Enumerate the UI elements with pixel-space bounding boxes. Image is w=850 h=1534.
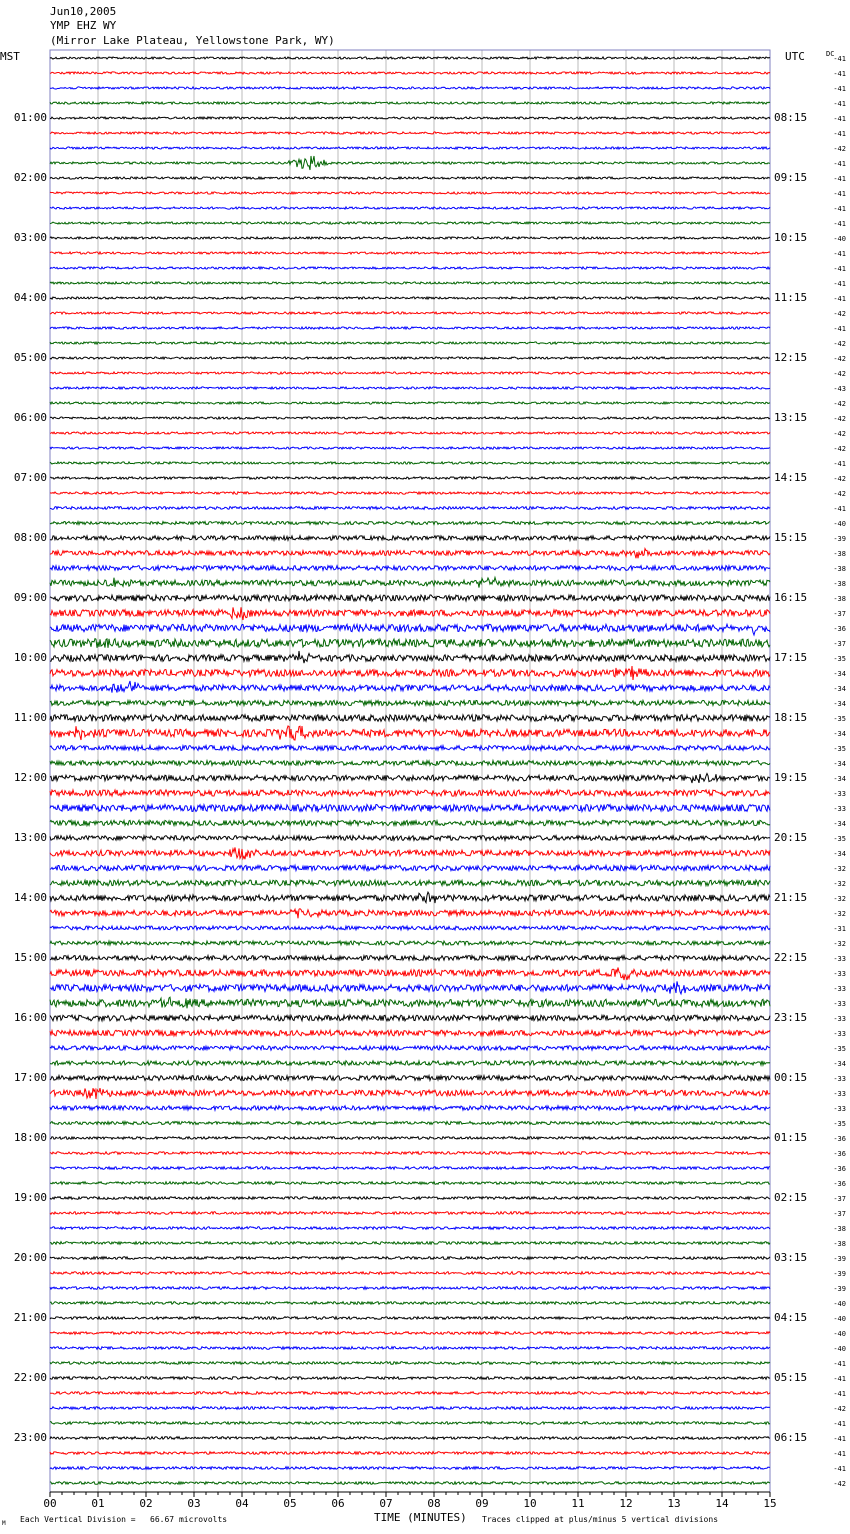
seismic-trace-row (50, 536, 770, 540)
seismic-trace-row (50, 1227, 770, 1230)
dc-offset-value: -34 (833, 670, 846, 678)
x-tick-label: 03 (187, 1497, 201, 1510)
dc-offset-value: -31 (833, 925, 846, 933)
seismic-trace-row (50, 1030, 770, 1036)
utc-hour-label: 09:15 (774, 171, 808, 184)
dc-offset-value: -35 (833, 1120, 846, 1128)
seismic-trace-row (50, 865, 770, 870)
dc-offset-value: -36 (833, 1150, 846, 1158)
left-timezone-label: MST (0, 50, 20, 63)
seismic-trace-row (50, 607, 770, 620)
x-tick-label: 11 (571, 1497, 585, 1510)
dc-offset-value: -42 (833, 355, 846, 363)
mst-hour-label: 13:00 (13, 831, 47, 844)
mst-hour-label: 01:00 (13, 111, 47, 124)
utc-hour-label: 19:15 (774, 771, 808, 784)
utc-hour-label: 13:15 (774, 411, 808, 424)
dc-offset-value: -39 (833, 1255, 846, 1263)
seismic-trace-row (50, 681, 770, 693)
dc-offset-value: -41 (833, 1435, 846, 1443)
dc-offset-value: -39 (833, 1285, 846, 1293)
dc-offset-value: -42 (833, 475, 846, 483)
dc-offset-value: -41 (833, 295, 846, 303)
mst-hour-label: 07:00 (13, 471, 47, 484)
mst-hour-label: 09:00 (13, 591, 47, 604)
dc-offset-value: -32 (833, 895, 846, 903)
utc-hour-label: 00:15 (774, 1071, 808, 1084)
seismic-trace-row (50, 402, 770, 404)
dc-offset-value: -33 (833, 1105, 846, 1113)
seismic-trace-row (50, 282, 770, 284)
seismic-trace-row (50, 147, 770, 149)
dc-offset-value: -33 (833, 790, 846, 798)
dc-offset-value: -41 (833, 265, 846, 273)
seismic-trace-row (50, 892, 770, 903)
mst-hour-label: 03:00 (13, 231, 47, 244)
title-date: Jun10,2005 (50, 5, 117, 18)
dc-offset-value: -42 (833, 490, 846, 498)
x-tick-label: 02 (139, 1497, 153, 1510)
seismic-trace-row (50, 981, 770, 994)
utc-hour-label: 05:15 (774, 1371, 808, 1384)
dc-offset-value: -35 (833, 835, 846, 843)
seismic-trace-row (50, 156, 770, 170)
seismic-trace-row (50, 507, 770, 510)
seismic-trace-row (50, 1377, 770, 1380)
dc-offset-value: -38 (833, 1225, 846, 1233)
dc-offset-value: -41 (833, 130, 846, 138)
dc-offset-value: -32 (833, 910, 846, 918)
dc-offset-value: -41 (833, 70, 846, 78)
dc-offset-value: -32 (833, 940, 846, 948)
dc-offset-value: -32 (833, 880, 846, 888)
x-tick-label: 01 (91, 1497, 105, 1510)
seismic-trace-row (50, 342, 770, 344)
mst-hour-label: 11:00 (13, 711, 47, 724)
seismic-trace-row (50, 639, 770, 648)
dc-offset-value: -33 (833, 985, 846, 993)
x-tick-label: 06 (331, 1497, 345, 1510)
seismic-trace-row (50, 805, 770, 812)
dc-offset-value: -41 (833, 220, 846, 228)
plot-frame (50, 50, 770, 1492)
dc-offset-value: -40 (833, 1300, 846, 1308)
dc-offset-value: -40 (833, 520, 846, 528)
dc-offset-value: -36 (833, 625, 846, 633)
x-tick-label: 07 (379, 1497, 393, 1510)
seismic-trace-row (50, 820, 770, 825)
seismic-trace-row (50, 726, 770, 740)
dc-offset-value: -40 (833, 1330, 846, 1338)
right-timezone-label: UTC (785, 50, 805, 63)
mst-hour-label: 15:00 (13, 951, 47, 964)
mst-hour-label: 17:00 (13, 1071, 47, 1084)
seismic-trace-row (50, 1392, 770, 1395)
seismic-trace-row (50, 207, 770, 209)
x-tick-label: 15 (763, 1497, 777, 1510)
seismic-trace-row (50, 1407, 770, 1410)
mst-hour-label: 02:00 (13, 171, 47, 184)
mst-hour-label: 21:00 (13, 1311, 47, 1324)
seismic-trace-row (50, 790, 770, 796)
dc-offset-value: -36 (833, 1135, 846, 1143)
dc-offset-value: -40 (833, 1345, 846, 1353)
dc-offset-value: -41 (833, 505, 846, 513)
seismic-trace-row (50, 102, 770, 104)
dc-offset-value: -42 (833, 430, 846, 438)
seismic-trace-row (50, 1015, 770, 1021)
footer-mark: M (2, 1520, 6, 1527)
dc-offset-value: -39 (833, 1270, 846, 1278)
seismic-trace-row (50, 941, 770, 945)
mst-hour-label: 19:00 (13, 1191, 47, 1204)
mst-hour-label: 12:00 (13, 771, 47, 784)
seismic-trace-row (50, 57, 770, 59)
seismic-trace-row (50, 132, 770, 134)
x-tick-label: 08 (427, 1497, 441, 1510)
dc-offset-value: -37 (833, 610, 846, 618)
seismic-trace-row (50, 522, 770, 525)
dc-offset-value: -40 (833, 1315, 846, 1323)
seismic-trace-row (50, 222, 770, 224)
dc-offset-value: -34 (833, 700, 846, 708)
dc-offset-value: -41 (833, 85, 846, 93)
seismic-trace-row (50, 372, 770, 374)
dc-offset-value: -38 (833, 595, 846, 603)
utc-hour-label: 20:15 (774, 831, 808, 844)
seismic-trace-row (50, 1452, 770, 1455)
utc-hour-label: 18:15 (774, 711, 808, 724)
dc-offset-value: -41 (833, 1390, 846, 1398)
utc-hour-label: 02:15 (774, 1191, 808, 1204)
utc-hour-label: 03:15 (774, 1251, 808, 1264)
dc-offset-value: -41 (833, 55, 846, 63)
x-tick-label: 05 (283, 1497, 297, 1510)
mst-hour-label: 14:00 (13, 891, 47, 904)
seismic-trace-row (50, 387, 770, 389)
dc-offset-value: -33 (833, 1015, 846, 1023)
dc-offset-value: -41 (833, 1375, 846, 1383)
dc-offset-value: -36 (833, 1180, 846, 1188)
utc-hour-label: 04:15 (774, 1311, 808, 1324)
scale-note: Each Vertical Division = 66.67 microvolts (20, 1515, 228, 1524)
utc-hour-label: 11:15 (774, 291, 808, 304)
x-tick-label: 13 (667, 1497, 681, 1510)
dc-offset-value: -41 (833, 160, 846, 168)
dc-offset-value: -33 (833, 955, 846, 963)
seismic-trace-row (50, 1076, 770, 1081)
dc-offset-value: -41 (833, 175, 846, 183)
seismic-trace-row (50, 1197, 770, 1200)
dc-offset-value: -41 (833, 325, 846, 333)
seismic-trace-row (50, 1122, 770, 1125)
seismic-trace-row (50, 566, 770, 571)
seismic-trace-row (50, 417, 770, 419)
dc-offset-value: -41 (833, 1465, 846, 1473)
x-tick-label: 12 (619, 1497, 633, 1510)
seismic-trace-row (50, 578, 770, 588)
dc-offset-value: -41 (833, 280, 846, 288)
clip-note: Traces clipped at plus/minus 5 vertical divisions (482, 1515, 719, 1524)
seismic-trace-row (50, 1317, 770, 1320)
mst-hour-label: 18:00 (13, 1131, 47, 1144)
seismic-trace-row (50, 1287, 770, 1290)
seismic-trace-row (50, 477, 770, 479)
dc-offset-value: -41 (833, 205, 846, 213)
utc-hour-label: 01:15 (774, 1131, 808, 1144)
dc-offset-value: -33 (833, 970, 846, 978)
dc-offset-value: -42 (833, 340, 846, 348)
x-tick-label: 09 (475, 1497, 489, 1510)
mst-hour-label: 16:00 (13, 1011, 47, 1024)
dc-offset-value: -42 (833, 445, 846, 453)
mst-hour-label: 08:00 (13, 531, 47, 544)
seismic-trace-row (50, 72, 770, 74)
seismic-trace-row (50, 237, 770, 239)
seismic-trace-row (50, 357, 770, 359)
dc-offset-value: -41 (833, 115, 846, 123)
seismic-trace-row (50, 1437, 770, 1440)
dc-offset-value: -42 (833, 400, 846, 408)
utc-hour-label: 10:15 (774, 231, 808, 244)
seismic-trace-row (50, 252, 770, 254)
dc-offset-value: -32 (833, 865, 846, 873)
seismic-trace-row (50, 997, 770, 1008)
dc-offset-value: -38 (833, 550, 846, 558)
seismic-trace-row (50, 327, 770, 329)
dc-offset-value: -34 (833, 1060, 846, 1068)
seismic-trace-row (50, 87, 770, 89)
seismic-trace-row (50, 1482, 770, 1485)
seismic-trace-row (50, 761, 770, 766)
seismic-trace-row (50, 595, 770, 601)
seismic-trace-row (50, 1362, 770, 1365)
dc-offset-value: -34 (833, 775, 846, 783)
mst-hour-label: 06:00 (13, 411, 47, 424)
mst-hour-label: 04:00 (13, 291, 47, 304)
dc-offset-value: -38 (833, 1240, 846, 1248)
x-tick-label: 04 (235, 1497, 249, 1510)
seismic-trace-row (50, 1347, 770, 1350)
seismic-trace-row (50, 1302, 770, 1305)
seismic-trace-row (50, 267, 770, 269)
utc-hour-label: 21:15 (774, 891, 808, 904)
seismic-trace-row (50, 715, 770, 722)
utc-hour-label: 14:15 (774, 471, 808, 484)
seismic-trace-row (50, 1106, 770, 1110)
seismic-trace-row (50, 880, 770, 886)
dc-offset-value: -33 (833, 1000, 846, 1008)
dc-offset-value: -38 (833, 580, 846, 588)
utc-hour-label: 22:15 (774, 951, 808, 964)
seismic-trace-row (50, 192, 770, 194)
seismic-trace-row (50, 847, 770, 859)
utc-hour-label: 23:15 (774, 1011, 808, 1024)
title-location: (Mirror Lake Plateau, Yellowstone Park, WY) (50, 34, 335, 47)
mst-hour-label: 10:00 (13, 651, 47, 664)
dc-offset-value: -35 (833, 1045, 846, 1053)
dc-offset-value: -35 (833, 745, 846, 753)
seismic-trace-row (50, 1046, 770, 1050)
utc-hour-label: 16:15 (774, 591, 808, 604)
dc-offset-value: -34 (833, 850, 846, 858)
dc-offset-value: -41 (833, 1450, 846, 1458)
mst-hour-label: 22:00 (13, 1371, 47, 1384)
dc-offset-value: -41 (833, 190, 846, 198)
dc-offset-value: -36 (833, 1165, 846, 1173)
dc-offset-value: -41 (833, 250, 846, 258)
dc-offset-value: -42 (833, 370, 846, 378)
seismic-trace-row (50, 624, 770, 635)
dc-offset-value: -33 (833, 1030, 846, 1038)
utc-hour-label: 17:15 (774, 651, 808, 664)
x-axis-title: TIME (MINUTES) (374, 1511, 467, 1524)
mst-hour-label: 23:00 (13, 1431, 47, 1444)
seismic-trace-row (50, 1332, 770, 1335)
utc-hour-label: 12:15 (774, 351, 808, 364)
dc-offset-value: -42 (833, 415, 846, 423)
seismic-trace-row (50, 177, 770, 179)
dc-offset-value: -33 (833, 1090, 846, 1098)
seismic-trace-row (50, 956, 770, 961)
mst-hour-label: 05:00 (13, 351, 47, 364)
dc-offset-value: -42 (833, 310, 846, 318)
dc-offset-value: -35 (833, 655, 846, 663)
dc-offset-value: -37 (833, 640, 846, 648)
dc-offset-value: -39 (833, 535, 846, 543)
x-tick-label: 14 (715, 1497, 729, 1510)
seismic-trace-row (50, 1088, 770, 1099)
x-tick-label: 00 (43, 1497, 57, 1510)
seismic-trace-row (50, 1257, 770, 1260)
dc-offset-value: -34 (833, 730, 846, 738)
title-station: YMP EHZ WY (50, 19, 117, 32)
seismic-trace-row (50, 746, 770, 751)
dc-offset-value: -35 (833, 715, 846, 723)
utc-hour-label: 08:15 (774, 111, 808, 124)
utc-hour-label: 06:15 (774, 1431, 808, 1444)
seismic-trace-row (50, 1182, 770, 1185)
dc-offset-value: -37 (833, 1210, 846, 1218)
seismic-trace-row (50, 651, 770, 663)
mst-hour-label: 20:00 (13, 1251, 47, 1264)
dc-offset-value: -34 (833, 760, 846, 768)
dc-offset-value: -42 (833, 1480, 846, 1488)
seismic-trace-row (50, 492, 770, 494)
seismic-trace-row (50, 297, 770, 299)
seismic-trace-row (50, 1422, 770, 1425)
dc-offset-value: -41 (833, 1420, 846, 1428)
dc-offset-value: -37 (833, 1195, 846, 1203)
seismic-trace-row (50, 1212, 770, 1215)
seismic-trace-row (50, 1061, 770, 1065)
seismic-trace-row (50, 549, 770, 559)
utc-hour-label: 15:15 (774, 531, 808, 544)
dc-offset-value: -38 (833, 565, 846, 573)
dc-offset-header: DC (826, 50, 835, 58)
seismic-trace-row (50, 909, 770, 919)
seismic-trace-row (50, 1467, 770, 1470)
dc-offset-value: -34 (833, 685, 846, 693)
seismic-trace-row (50, 447, 770, 449)
seismic-trace-row (50, 312, 770, 314)
dc-offset-value: -33 (833, 1075, 846, 1083)
dc-offset-value: -42 (833, 145, 846, 153)
seismic-trace-row (50, 432, 770, 434)
seismic-trace-row (50, 462, 770, 464)
x-tick-label: 10 (523, 1497, 537, 1510)
dc-offset-value: -41 (833, 1360, 846, 1368)
seismic-trace-row (50, 666, 770, 680)
seismic-trace-row (50, 1167, 770, 1170)
dc-offset-value: -41 (833, 460, 846, 468)
dc-offset-value: -40 (833, 235, 846, 243)
seismic-trace-row (50, 1152, 770, 1155)
seismic-trace-row (50, 836, 770, 841)
dc-offset-value: -41 (833, 100, 846, 108)
dc-offset-value: -42 (833, 1405, 846, 1413)
seismic-trace-row (50, 1242, 770, 1245)
dc-offset-value: -43 (833, 385, 846, 393)
seismic-trace-row (50, 117, 770, 119)
seismic-trace-row (50, 1137, 770, 1140)
seismic-trace-row (50, 700, 770, 705)
seismic-trace-row (50, 1272, 770, 1275)
seismic-trace-row (50, 968, 770, 981)
dc-offset-value: -33 (833, 805, 846, 813)
seismic-trace-row (50, 926, 770, 930)
seismic-trace-row (50, 774, 770, 784)
dc-offset-value: -34 (833, 820, 846, 828)
